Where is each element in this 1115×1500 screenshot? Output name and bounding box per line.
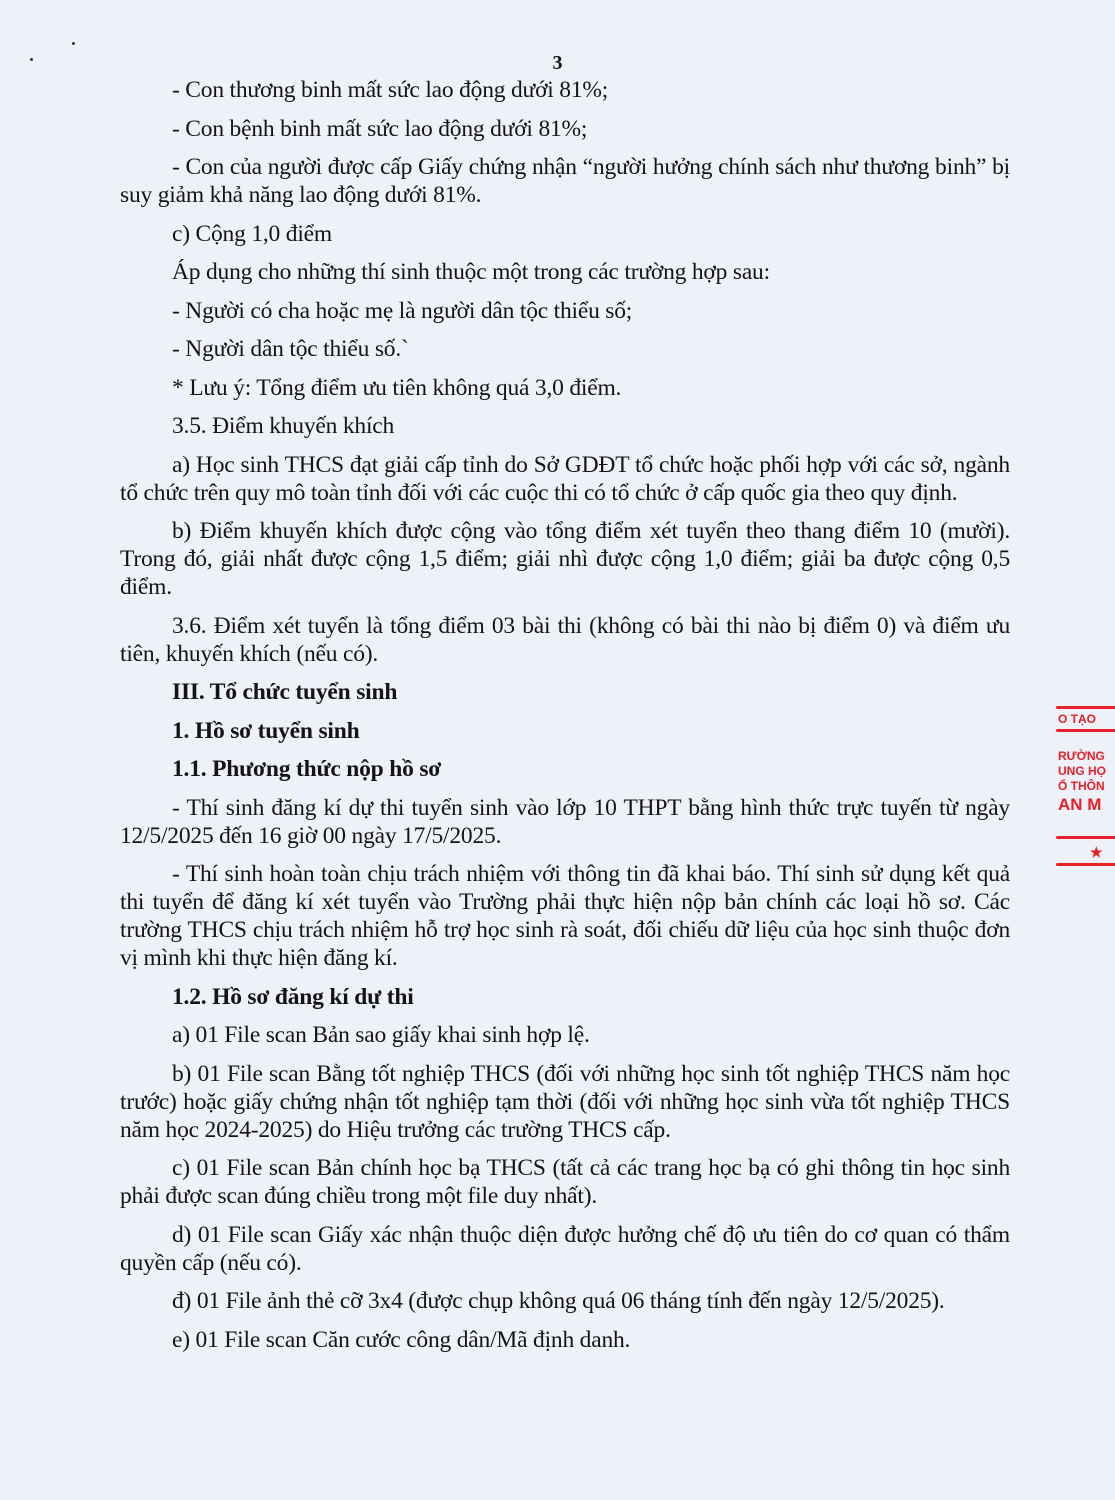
list-item: - Người dân tộc thiểu số.` [172,336,409,362]
paragraph: a) Học sinh THCS đạt giải cấp tỉnh do Sở GDĐT tổ chức hoặc phối hợp với các sở, ngành tổ chức trên quy mô toàn tỉnh đối với các cuộc thi có tổ chức ở cấp quốc gia theo quy định. [120,451,1010,506]
stamp-text: AN M [1058,795,1102,814]
stamp-text: RƯỜNG [1058,749,1105,763]
subsection-heading: 1.2. Hồ sơ đăng kí dự thi [172,983,414,1010]
scan-speck [72,42,75,45]
paragraph: - Thí sinh hoàn toàn chịu trách nhiệm với thông tin đã khai báo. Thí sinh sử dụng kết quả thi tuyển để đăng kí xét tuyển vào Trường phải thực hiện nộp bản chính các loại hồ sơ. Các trường THCS chịu trách nhiệm hỗ trợ học sinh rà soát, đối chiếu dữ liệu của học sinh thuộc đơn vị mình khi thực hiện đăng kí. [120,861,1010,971]
note: * Lưu ý: Tổng điểm ưu tiên không quá 3,0 điểm. [172,374,622,401]
list-item: c) 01 File scan Bản chính học bạ THCS (tất cả các trang học bạ có ghi thông tin học sinh phải được scan đúng chiều trong một file duy nhất). [120,1155,1010,1209]
list-item: - Con bệnh binh mất sức lao động dưới 81%; [172,115,588,142]
list-item: - Con thương binh mất sức lao động dưới 81%; [172,77,609,103]
list-item: a) 01 File scan Bản sao giấy khai sinh hợp lệ. [172,1022,590,1048]
subsection-heading: 1.1. Phương thức nộp hồ sơ [172,756,442,782]
page-number: 3 [552,52,563,74]
list-item: b) 01 File scan Bằng tốt nghiệp THCS (đối với những học sinh tốt nghiệp THCS năm học trước) hoặc giấy chứng nhận tốt nghiệp tạm thời (đối với những học sinh vừa tốt nghiệp THCS năm học 2024-2025) do Hiệu trưởng các trường THCS cấp. [120,1060,1010,1143]
paragraph: Áp dụng cho những thí sinh thuộc một trong các trường hợp sau: [172,259,770,285]
section-heading: 1. Hồ sơ tuyển sinh [172,717,360,744]
chapter-heading: III. Tổ chức tuyển sinh [172,679,398,705]
list-item: e) 01 File scan Căn cước công dân/Mã định danh. [172,1326,631,1353]
star-icon: ★ [1090,844,1103,860]
paragraph: - Thí sinh đăng kí dự thi tuyển sinh vào lớp 10 THPT bằng hình thức trực tuyến từ ngày 12/5/2025 đến 16 giờ 00 ngày 17/5/2025. [120,794,1010,849]
section-heading: 3.5. Điểm khuyến khích [172,413,395,439]
stamp-text: Ổ THÔN [1058,779,1105,793]
subsection-heading: c) Cộng 1,0 điểm [172,220,332,247]
document-body [120,76,1010,1364]
list-item: d) 01 File scan Giấy xác nhận thuộc diện được hưởng chế độ ưu tiên do cơ quan có thẩm quyền cấp (nếu có). [120,1221,1010,1276]
stamp-text: O TẠO [1058,712,1096,726]
list-item: - Người có cha hoặc mẹ là người dân tộc thiểu số; [172,297,633,324]
official-seal-stamp [1052,700,1115,870]
paragraph: b) Điểm khuyến khích được cộng vào tổng điểm xét tuyển theo thang điểm 10 (mười). Trong đó, giải nhất được cộng 1,5 điểm; giải nhì được cộng 1,0 điểm; giải ba được cộng 0,5 điểm. [120,518,1010,600]
list-item: - Con của người được cấp Giấy chứng nhận “người hưởng chính sách như thương binh” bị suy giảm khả năng lao động dưới 81%. [120,154,1010,208]
stamp-text: UNG HỌ [1058,764,1106,778]
list-item: đ) 01 File ảnh thẻ cỡ 3x4 (được chụp không quá 06 tháng tính đến ngày 12/5/2025). [172,1288,945,1314]
paragraph: 3.6. Điểm xét tuyển là tổng điểm 03 bài thi (không có bài thi nào bị điểm 0) và điểm ưu tiên, khuyến khích (nếu có). [120,612,1010,667]
